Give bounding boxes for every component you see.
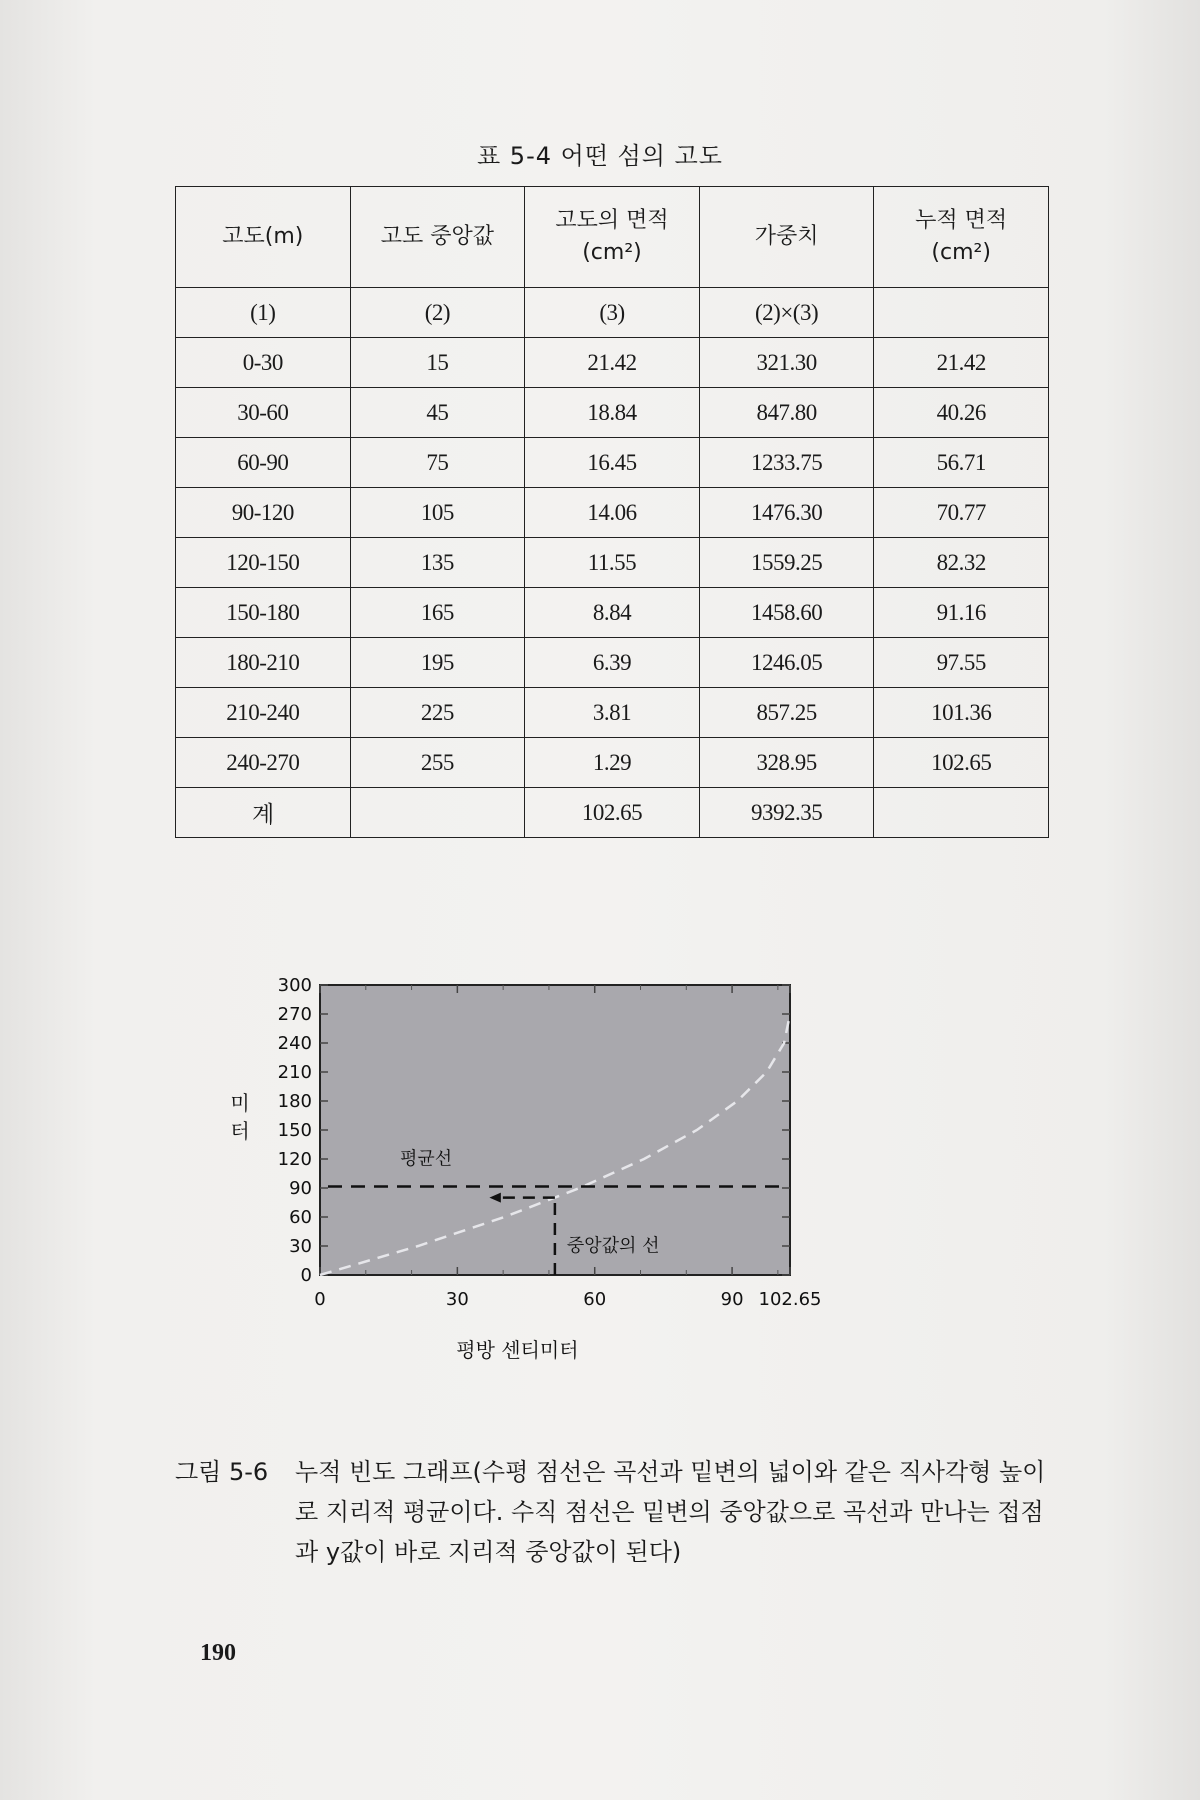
header-weight: 가중치 bbox=[699, 187, 874, 288]
header-cumulative-area: 누적 면적 (cm²) bbox=[874, 187, 1049, 288]
header-elevation: 고도(m) bbox=[176, 187, 351, 288]
table-cell: 21.42 bbox=[525, 338, 700, 388]
table-cell: 328.95 bbox=[699, 738, 874, 788]
figure-number: 그림 5-6 bbox=[175, 1458, 269, 1486]
table-cell bbox=[350, 788, 525, 838]
y-tick-label: 60 bbox=[289, 1207, 312, 1228]
table-cell: 857.25 bbox=[699, 688, 874, 738]
table-cell: 90-120 bbox=[176, 488, 351, 538]
table-cell: (1) bbox=[176, 288, 351, 338]
table-cell: 40.26 bbox=[874, 388, 1049, 438]
y-tick-label: 180 bbox=[277, 1091, 312, 1112]
table-cell: 1476.30 bbox=[699, 488, 874, 538]
table-cell: 97.55 bbox=[874, 638, 1049, 688]
table-cell: 18.84 bbox=[525, 388, 700, 438]
table-cell: 102.65 bbox=[874, 738, 1049, 788]
y-tick-label: 90 bbox=[289, 1178, 312, 1199]
table-cell: (2)×(3) bbox=[699, 288, 874, 338]
table-cell: 3.81 bbox=[525, 688, 700, 738]
figure-caption bbox=[175, 1452, 1055, 1572]
table-row bbox=[176, 588, 1049, 638]
table-cell: 165 bbox=[350, 588, 525, 638]
table-cell: 180-210 bbox=[176, 638, 351, 688]
table-cell: 6.39 bbox=[525, 638, 700, 688]
table-cell: 11.55 bbox=[525, 538, 700, 588]
table-cell: 70.77 bbox=[874, 488, 1049, 538]
table-cell: 15 bbox=[350, 338, 525, 388]
table-cell: 105 bbox=[350, 488, 525, 538]
table-total-row bbox=[176, 788, 1049, 838]
table-cell: 102.65 bbox=[525, 788, 700, 838]
table-cell: 16.45 bbox=[525, 438, 700, 488]
y-tick-label: 300 bbox=[277, 975, 312, 996]
x-tick-label: 90 bbox=[720, 1289, 744, 1310]
table-cell: 0-30 bbox=[176, 338, 351, 388]
table-cell bbox=[874, 788, 1049, 838]
header-area: 고도의 면적 (cm²) bbox=[525, 187, 700, 288]
mean-line-label: 평균선 bbox=[400, 1148, 453, 1170]
table-cell: 계 bbox=[176, 788, 351, 838]
cumulative-frequency-chart bbox=[230, 975, 960, 1415]
cumulative-frequency-figure bbox=[230, 975, 960, 1415]
table-cell: 120-150 bbox=[176, 538, 351, 588]
table-cell: 82.32 bbox=[874, 538, 1049, 588]
table-cell: 1559.25 bbox=[699, 538, 874, 588]
table-cell: 75 bbox=[350, 438, 525, 488]
table-cell: 321.30 bbox=[699, 338, 874, 388]
y-tick-label: 120 bbox=[277, 1149, 312, 1170]
table-row bbox=[176, 538, 1049, 588]
x-axis-label: 평방 센티미터 bbox=[456, 1338, 579, 1362]
table-cell: 9392.35 bbox=[699, 788, 874, 838]
header-median: 고도 중앙값 bbox=[350, 187, 525, 288]
median-line-label: 중앙값의 선 bbox=[566, 1235, 660, 1257]
table-row bbox=[176, 688, 1049, 738]
table-cell: 21.42 bbox=[874, 338, 1049, 388]
table-cell bbox=[874, 288, 1049, 338]
table-cell: 210-240 bbox=[176, 688, 351, 738]
table-cell: 1458.60 bbox=[699, 588, 874, 638]
table-cell: 30-60 bbox=[176, 388, 351, 438]
x-tick-label: 60 bbox=[583, 1289, 607, 1310]
y-tick-label: 0 bbox=[300, 1265, 312, 1286]
table-caption: 표 5-4 어떤 섬의 고도 bbox=[476, 142, 723, 170]
table-row bbox=[176, 388, 1049, 438]
table-cell: 45 bbox=[350, 388, 525, 438]
table-row bbox=[176, 638, 1049, 688]
table-cell: 14.06 bbox=[525, 488, 700, 538]
table-cell: 847.80 bbox=[699, 388, 874, 438]
table-row bbox=[176, 738, 1049, 788]
table-cell: 240-270 bbox=[176, 738, 351, 788]
table-cell: 101.36 bbox=[874, 688, 1049, 738]
x-tick-label: 102.65 bbox=[758, 1289, 822, 1310]
table-cell: 225 bbox=[350, 688, 525, 738]
table-row bbox=[176, 338, 1049, 388]
table-row bbox=[176, 488, 1049, 538]
y-axis-label: 미 터 bbox=[230, 1091, 250, 1143]
y-tick-label: 240 bbox=[277, 1033, 312, 1054]
table-header-row bbox=[176, 187, 1049, 288]
table-cell: 135 bbox=[350, 538, 525, 588]
table-cell: 1.29 bbox=[525, 738, 700, 788]
table-cell: (3) bbox=[525, 288, 700, 338]
table-cell: 1246.05 bbox=[699, 638, 874, 688]
table-cell: 60-90 bbox=[176, 438, 351, 488]
page-number: 190 bbox=[200, 1640, 236, 1666]
table-cell: 8.84 bbox=[525, 588, 700, 638]
y-tick-label: 150 bbox=[277, 1120, 312, 1141]
table-cell: 91.16 bbox=[874, 588, 1049, 638]
x-tick-label: 30 bbox=[445, 1289, 469, 1310]
y-tick-label: 30 bbox=[289, 1236, 312, 1257]
x-tick-label: 0 bbox=[314, 1289, 326, 1310]
table-cell: 195 bbox=[350, 638, 525, 688]
y-tick-label: 270 bbox=[277, 1004, 312, 1025]
table-cell: 150-180 bbox=[176, 588, 351, 638]
table-cell: 255 bbox=[350, 738, 525, 788]
elevation-table bbox=[175, 186, 1049, 838]
table-row bbox=[176, 438, 1049, 488]
table-index-row bbox=[176, 288, 1049, 338]
table-cell: (2) bbox=[350, 288, 525, 338]
y-tick-label: 210 bbox=[277, 1062, 312, 1083]
table-cell: 1233.75 bbox=[699, 438, 874, 488]
table-cell: 56.71 bbox=[874, 438, 1049, 488]
figure-caption-text: 누적 빈도 그래프(수평 점선은 곡선과 밑변의 넓이와 같은 직사각형 높이로 지리적 평균이다. 수직 점선은 밑변의 중앙값으로 곡선과 만나는 접점과 y값이 바로 지리적 중앙값이 된다) bbox=[295, 1458, 1046, 1566]
